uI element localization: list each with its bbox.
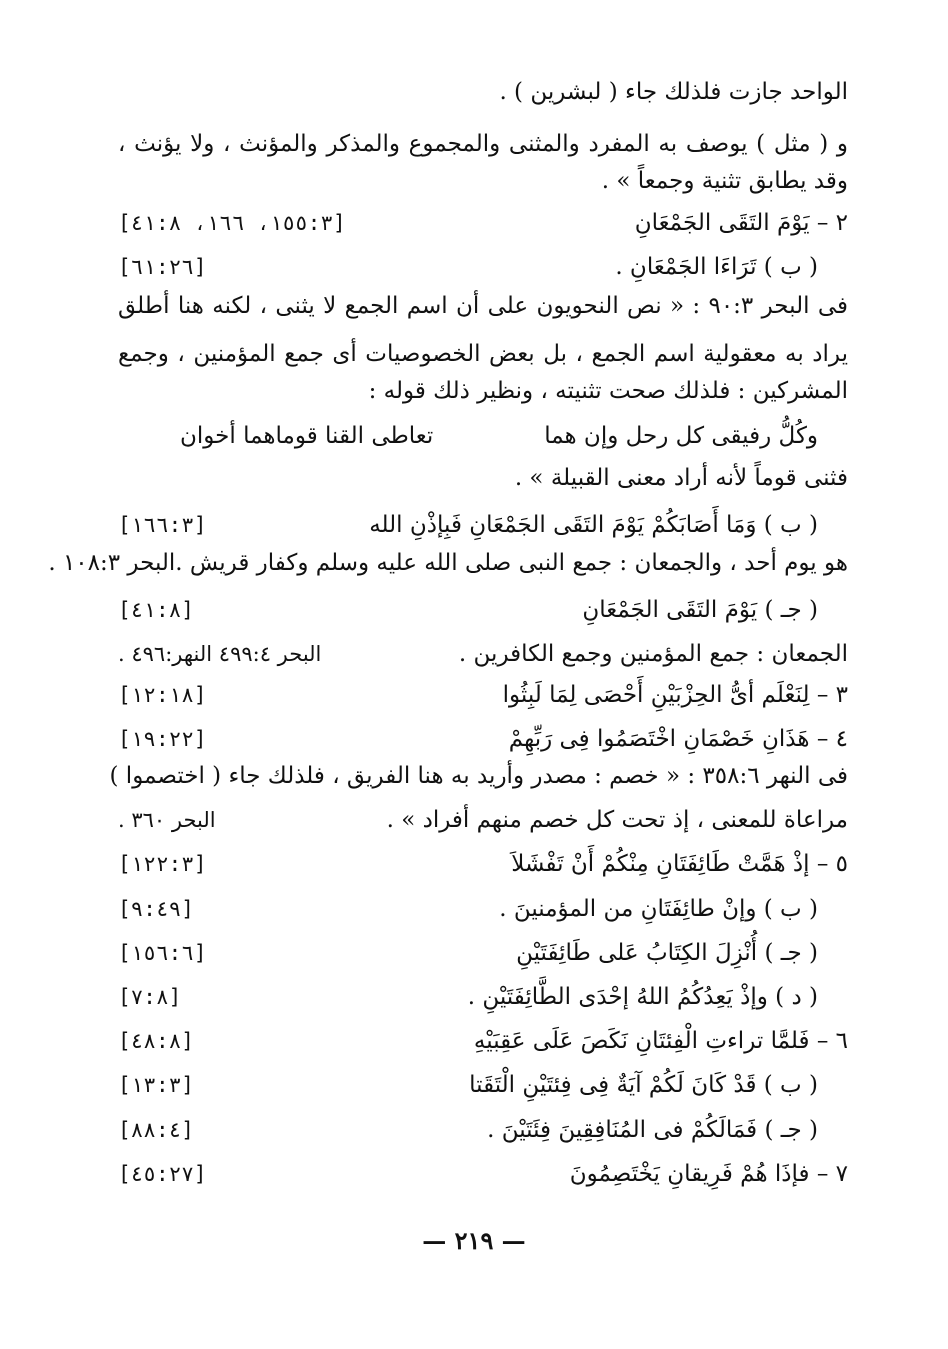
verse-reference: [٤٥:٢٧] [118,1162,207,1186]
text-line: يراد به معقولية اسم الجمع ، بل بعض الخصوصيات أى جمع المؤمنين ، وجمع [118,341,848,367]
verse-entry [118,675,848,715]
verse-text: ٣ – لِنَعْلَم أىُّ الحِزْبَيْنِ أَحْصَى لِمَا لَبِثُوا [502,682,848,708]
verse-reference: [٧:٨] [118,985,182,1009]
text-line-with-source [118,800,848,840]
verse-reference: [١٢٢:٣] [118,852,207,876]
verse-entry [118,203,848,243]
verse-reference: [١٥٥:٣، ١٦٦، ٤١:٨] [118,211,346,235]
verse-text: ( جـ ) يَوْمَ التَقَى الجَمْعَانِ [582,597,818,623]
verse-text: ( ب ) وإنْ طائِفَتَانِ من المؤمنينَ . [499,896,818,922]
source-citation: البحر ٣٦٠ . [118,808,216,832]
text-line-with-source [118,634,848,674]
verse-entry [118,889,848,929]
verse-entry [118,505,848,545]
verse-entry [118,977,848,1017]
verse-text: ٧ – فإذَا هُمْ فَرِيقانِ يَخْتَصِمُونَ [569,1161,848,1187]
verse-reference: [٤٨:٨] [118,1029,194,1053]
text-line: مراعاة للمعنى ، إذ تحت كل خصم منهم أفراد » . [386,807,848,833]
verse-reference: [٨٨:٤] [118,1118,194,1142]
verse-entry [118,247,848,287]
verse-text: ( جـ ) فَمَالَكُمْ فى المُنَافِقِينَ فِئَتَيْنَ . [487,1117,818,1143]
text-line: و ( مثل ) يوصف به المفرد والمثنى والمجموع والمذكر والمؤنث ، ولا يؤنث ، [118,131,848,157]
verse-text: ٢ – يَوْمَ التَقَى الجَمْعَانِ [634,210,848,236]
text-line: هو يوم أحد ، والجمعان : جمع النبى صلى الله عليه وسلم وكفار قريش .البحر ١٠٨:٣ . [48,550,848,576]
text-line: وقد يطابق تثنية وجمعاً » . [601,168,848,194]
poem-hemistich-first: وكُلُّ رفيقى كل رحل وإن هما [544,423,818,449]
verse-reference: [٤١:٨] [118,598,194,622]
verse-text: ( ب ) وَمَا أَصَابَكُمْ يَوْمَ التَقَى الجَمْعَانِ فَبِإذْنِ الله [369,512,818,538]
verse-text: ( جـ ) أُنْزِلَ الكِتَابُ عَلى طَائِفَتَيْنِ [516,940,818,966]
verse-text: ٤ – هَذَانِ خَصْمَانِ اخْتَصَمُوا فِى رَبِّهِمْ [508,726,848,752]
verse-reference: [١٦٦:٣] [118,513,207,537]
verse-entry [118,844,848,884]
poem-hemistich-second: تعاطى القنا قوماهما أخوان [180,423,434,449]
verse-text: ( د ) وإذْ يَعِدُكُمُ اللهُ إحْدَى الطَّائِفَتَيْنِ . [467,984,818,1010]
source-citation: البحر ٤٩٩:٤ النهر:٤٩٦ . [118,642,322,666]
poem-verse [180,418,818,458]
text-line: فى النهر ٣٥٨:٦ : « خصم : مصدر وأريد به هنا الفريق ، فلذلك جاء ( اختصموا ) [109,763,848,789]
verse-text: ٥ – إذْ هَمَّتْ طَائِفَتَانِ مِنْكُمْ أَنْ تَفْشَلاَ [511,851,848,877]
verse-reference: [١٥٦:٦] [118,941,207,965]
text-line: الجمعان : جمع المؤمنين وجمع الكافرين . [458,641,848,667]
verse-text: ( ب ) قَدْ كَانَ لَكُمْ آيَةٌ فِى فِئتَيْنِ الْتَقَتا [469,1072,818,1098]
text-line: الواحد جازت فلذلك جاء ( لبشرين ) . [499,79,848,105]
verse-reference: [٩:٤٩] [118,897,194,921]
text-line: المشركين : فلذلك صحت تثنيته ، ونظير ذلك قوله : [368,378,848,404]
verse-text: ٦ – فَلمَّا تراءتِ الْفِئتَانِ نَكَصَ عَلَى عَقِبَيْهِ [473,1028,848,1054]
page-number: — ٢١٩ — [422,1226,526,1255]
verse-entry [118,719,848,759]
verse-reference: [٦١:٢٦] [118,255,207,279]
verse-reference: [١٩:٢٢] [118,727,207,751]
verse-entry [118,1065,848,1105]
verse-text: ( ب ) تَرَاءَا الجَمْعَانِ . [615,254,818,280]
verse-reference: [١٣:٣] [118,1073,194,1097]
verse-reference: [١٢:١٨] [118,683,207,707]
text-line: فثنى قوماً لأنه أراد معنى القبيلة » . [514,465,848,491]
verse-entry [118,1154,848,1194]
verse-entry [118,1021,848,1061]
verse-entry [118,590,848,630]
verse-entry [118,933,848,973]
verse-entry [118,1110,848,1150]
text-line: فى البحر ٩٠:٣ : « نص النحويون على أن اسم الجمع لا يثنى ، لكنه هنا أطلق [118,293,848,319]
